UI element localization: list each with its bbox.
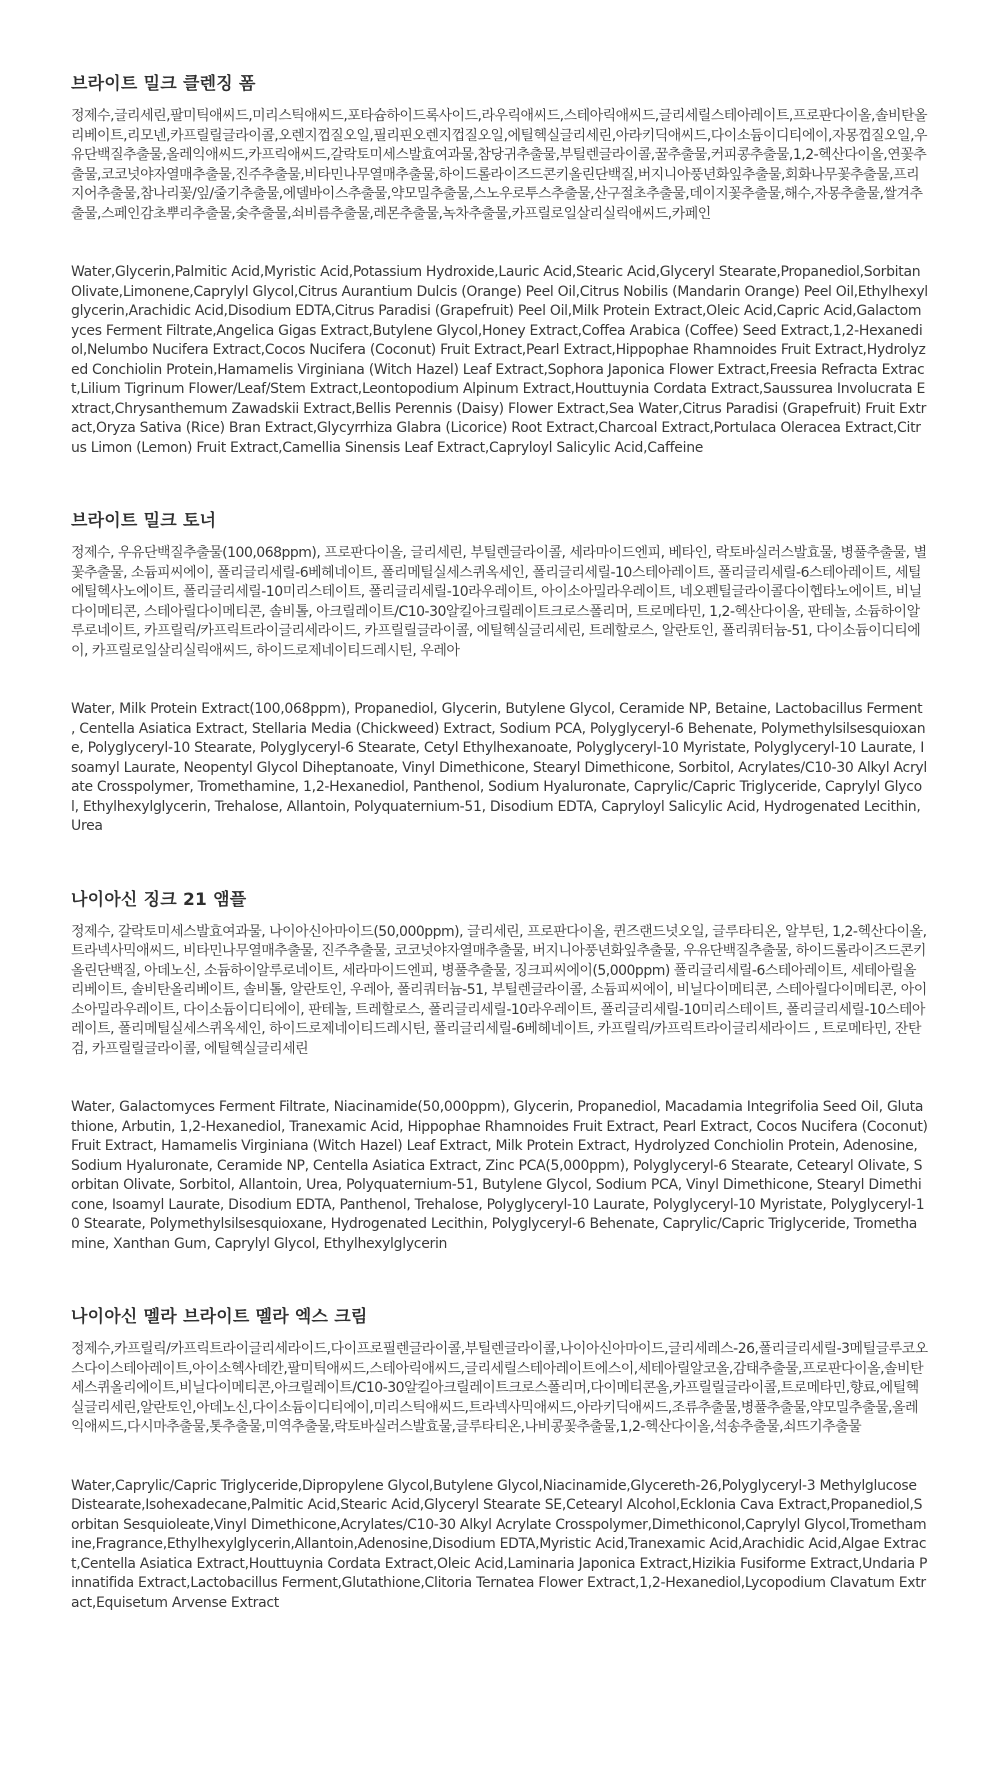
ingredients-english: Water, Milk Protein Extract(100,068ppm), Propanediol, Glycerin, Butylene Glycol, Ceramide NP, Betaine, Lactobacillus Ferment , Centella Asiatica Extract, Stellaria Media (Chickweed) Extract, Sodium PCA, Polyglyceryl-6 Behenate, Polymethylsilsesquioxane, Polyglyceryl-10 Stearate, Polyglyceryl-6 Stearate, Cetyl Ethylhexanoate, Polyglyceryl-10 Myristate, Polyglyceryl-10 Laurate, Isoamyl Laurate, Neopentyl Glycol Diheptanoate, Vinyl Dimethicone, Stearyl Dimethicone, Sorbitol, Acrylates/C10-30 Alkyl Acrylate Crosspolymer, Tromethamine, 1,2-Hexanediol, Panthenol, Sodium Hyaluronate, Caprylic/Capric Triglyceride, Caprylyl Glycol, Ethylhexylglycerin, Trehalose, Allantoin, Polyquaternium-51, Disodium EDTA, Capryloyl Salicylic Acid, Hydrogenated Lecithin, Urea: [71, 701, 927, 834]
product-section-cleansing-foam: [71, 73, 928, 458]
product-section-cream: [71, 1306, 928, 1613]
product-title: 나이아신 징크 21 앰플: [71, 889, 247, 910]
ingredients-english: Water,Glycerin,Palmitic Acid,Myristic Acid,Potassium Hydroxide,Lauric Acid,Stearic Acid,Glyceryl Stearate,Propanediol,Sorbitan Olivate,Limonene,Caprylyl Glycol,Citrus Aurantium Dulcis (Orange) Peel Oil,Citrus Nobilis (Mandarin Orange) Peel Oil,Ethylhexylglycerin,Arachidic Acid,Disodium EDTA,Citrus Paradisi (Grapefruit) Peel Oil,Milk Protein Extract,Oleic Acid,Capric Acid,Galactomyces Ferment Filtrate,Angelica Gigas Extract,Butylene Glycol,Honey Extract,Coffea Arabica (Coffee) Seed Extract,1,2-Hexanediol,Nelumbo Nucifera Extract,Cocos Nucifera (Coconut) Fruit Extract,Pearl Extract,Hippophae Rhamnoides Fruit Extract,Hydrolyzed Conchiolin Protein,Hamamelis Virginiana (Witch Hazel) Leaf Extract,Sophora Japonica Flower Extract,Freesia Refracta Extract,Lilium Tigrinum Flower/Leaf/Stem Extract,Leontopodium Alpinum Extract,Houttuynia Cordata Extract,Saussurea Involucrata Extract,Chrysanthemum Zawadskii Extract,Bellis Perennis (Daisy) Flower Extract,Sea Water,Citrus Paradisi (Grapefruit) Fruit Extract,Oryza Sativa (Rice) Bran Extract,Glycyrrhiza Glabra (Licorice) Root Extract,Charcoal Extract,Portulaca Oleracea Extract,Citrus Limon (Lemon) Fruit Extract,Camellia Sinensis Leaf Extract,Capryloyl Salicylic Acid,Caffeine: [71, 264, 928, 456]
ingredients-korean: 정제수, 갈락토미세스발효여과물, 나이아신아마이드(50,000ppm), 글리세린, 프로판다이올, 퀸즈랜드넛오일, 글루타티온, 알부틴, 1,2-헥산다이올, 트라넥사믹애씨드, 비타민나무열매추출물, 진주추출물, 코코넛야자열매추출물, 버지니아풍년화잎추출물, 우유단백질추출물, 하이드롤라이즈드콘키올린단백질, 아데노신, 소듐하이알루로네이트, 세라마이드엔피, 병풀추출물, 징크피씨에이(5,000ppm) 폴리글리세릴-6스테아레이트, 세테아릴올리베이트, 솔비탄올리베이트, 솔비톨, 알란토인, 우레아, 폴리쿼터늄-51, 부틸렌글라이콜, 소듐피씨에이, 비닐다이메티콘, 스테아릴다이메티콘, 아이소아밀라우레이트, 다이소듐이디티에이, 판테놀, 트레할로스, 폴리글리세릴-10라우레이트, 폴리글리세릴-10미리스테이트, 폴리글리세릴-10스테아레이트, 폴리메틸실세스퀴옥세인, 하이드로제네이티드레시틴, 폴리글리세릴-6베헤네이트, 카프릴릭/카프릭트라이글리세라이드 , 트로메타민, 잔탄검, 카프릴릴글라이콜, 에틸헥실글리세린: [71, 923, 927, 1057]
product-title: 브라이트 밀크 클렌징 폼: [71, 74, 256, 94]
ingredients-korean: 정제수, 우유단백질추출물(100,068ppm), 프로판다이올, 글리세린, 부틸렌글라이콜, 세라마이드엔피, 베타인, 락토바실러스발효물, 병풀추출물, 별꽃추출물, 소듐피씨에이, 폴리글리세릴-6베헤네이트, 폴리메틸실세스퀴옥세인, 폴리글리세릴-10스테아레이트, 폴리글리세릴-6스테아레이트, 세틸에틸헥사노에이트, 폴리글리세릴-10미리스테이트, 폴리글리세릴-10라우레이트, 아이소아밀라우레이트, 네오펜틸글라이콜다이헵타노에이트, 비닐다이메티콘, 스테아릴다이메티콘, 솔비톨, 아크릴레이트/C10-30알킬아크릴레이트크로스폴리머, 트로메타민, 1,2-헥산다이올, 판테놀, 소듐하이알루로네이트, 카프릴릭/카프릭트라이글리세라이드, 카프릴릴글라이콜, 에틸헥실글리세린, 트레할로스, 알란토인, 폴리쿼터늄-51, 다이소듐이디티에이, 카프릴로일살리실릭애씨드, 하이드로제네이티드레시틴, 우레아: [71, 545, 927, 659]
ingredients-korean: 정제수,글리세린,팔미틱애씨드,미리스틱애씨드,포타슘하이드록사이드,라우릭애씨드,스테아릭애씨드,글리세릴스테아레이트,프로판다이올,솔비탄올리베이트,리모넨,카프릴릴글라이콜,오렌지껍질오일,필리핀오렌지껍질오일,에틸헥실글리세린,아라키딕애씨드,다이소듐이디티에이,자몽껍질오일,우유단백질추출물,올레익애씨드,카프릭애씨드,갈락토미세스발효여과물,참당귀추출물,부틸렌글라이콜,꿀추출물,커피콩추출물,1,2-헥산다이올,연꽃추출물,코코넛야자열매추출물,진주추출물,비타민나무열매추출물,하이드롤라이즈드콘키올린단백질,버지니아풍년화잎추출물,회화나무꽃추출물,프리지어추출물,참나리꽃/잎/줄기추출물,에델바이스추출물,약모밀추출물,스노우로투스추출물,산구절초추출물,데이지꽃추출물,해수,자몽추출물,쌀겨추출물,스페인감초뿌리추출물,숯추출물,쇠비름추출물,레몬추출물,녹차추출물,카프릴로일살리실릭애씨드,카페인: [71, 108, 928, 222]
ingredients-korean: 정제수,카프릴릭/카프릭트라이글리세라이드,다이프로필렌글라이콜,부틸렌글라이콜,나이아신아마이드,글리세레스-26,폴리글리세릴-3메틸글루코오스다이스테아레이트,아이소헥사데칸,팔미틱애씨드,스테아릭애씨드,글리세릴스테아레이트에스이,세테아릴알코올,감태추출물,프로판다이올,솔비탄세스퀴올리에이트,비닐다이메티콘,아크릴레이트/C10-30알킬아크릴레이트크로스폴리머,다이메티콘올,카프릴릴글라이콜,트로메타민,향료,에틸헥실글리세린,알란토인,아데노신,다이소듐이디티에이,미리스틱애씨드,트라넥사믹애씨드,아라키딕애씨드,조류추출물,병풀추출물,약모밀추출물,올레익애씨드,다시마추출물,톳추출물,미역추출물,락토바실러스발효물,글루타티온,나비콩꽃추출물,1,2-헥산다이올,석송추출물,쇠뜨기추출물: [71, 1341, 928, 1435]
ingredients-english: Water,Caprylic/Capric Triglyceride,Dipropylene Glycol,Butylene Glycol,Niacinamide,Glycereth-26,Polyglyceryl-3 Methylglucose Distearate,Isohexadecane,Palmitic Acid,Stearic Acid,Glyceryl Stearate SE,Cetearyl Alcohol,Ecklonia Cava Extract,Propanediol,Sorbitan Sesquioleate,Vinyl Dimethicone,Acrylates/C10-30 Alkyl Acrylate Crosspolymer,Dimethiconol,Caprylyl Glycol,Tromethamine,Fragrance,Ethylhexylglycerin,Allantoin,Adenosine,Disodium EDTA,Myristic Acid,Tranexamic Acid,Arachidic Acid,Algae Extract,Centella Asiatica Extract,Houttuynia Cordata Extract,Oleic Acid,Laminaria Japonica Extract,Hizikia Fusiforme Extract,Undaria Pinnatifida Extract,Lactobacillus Ferment,Glutathione,Clitoria Ternatea Flower Extract,1,2-Hexanediol,Lycopodium Clavatum Extract,Equisetum Arvense Extract: [71, 1477, 928, 1611]
product-title: 나이아신 멜라 브라이트 멜라 엑스 크림: [71, 1307, 368, 1327]
product-title: 브라이트 밀크 토너: [71, 511, 217, 531]
product-section-toner: [71, 510, 928, 837]
product-section-ampoule: [71, 889, 928, 1255]
ingredients-english: Water, Galactomyces Ferment Filtrate, Niacinamide(50,000ppm), Glycerin, Propanediol, Macadamia Integrifolia Seed Oil, Glutathione, Arbutin, 1,2-Hexanediol, Tranexamic Acid, Hippophae Rhamnoides Fruit Extract, Pearl Extract, Cocos Nucifera (Coconut) Fruit Extract, Hamamelis Virginiana (Witch Hazel) Leaf Extract, Milk Protein Extract, Hydrolyzed Conchiolin Protein, Adenosine, Sodium Hyaluronate, Ceramide NP, Centella Asiatica Extract, Zinc PCA(5,000ppm), Polyglyceryl-6 Stearate, Cetearyl Olivate, Sorbitan Olivate, Sorbitol, Allantoin, Urea, Polyquaternium-51, Butylene Glycol, Sodium PCA, Vinyl Dimethicone, Stearyl Dimethicone, Isoamyl Laurate, Disodium EDTA, Panthenol, Trehalose, Polyglyceryl-10 Laurate, Polyglyceryl-10 Myristate, Polyglyceryl-10 Stearate, Polymethylsilsesquioxane, Hydrogenated Lecithin, Polyglyceryl-6 Behenate, Caprylic/Capric Triglyceride, Tromethamine, Xanthan Gum, Caprylyl Glycol, Ethylhexylglycerin: [71, 1099, 928, 1252]
